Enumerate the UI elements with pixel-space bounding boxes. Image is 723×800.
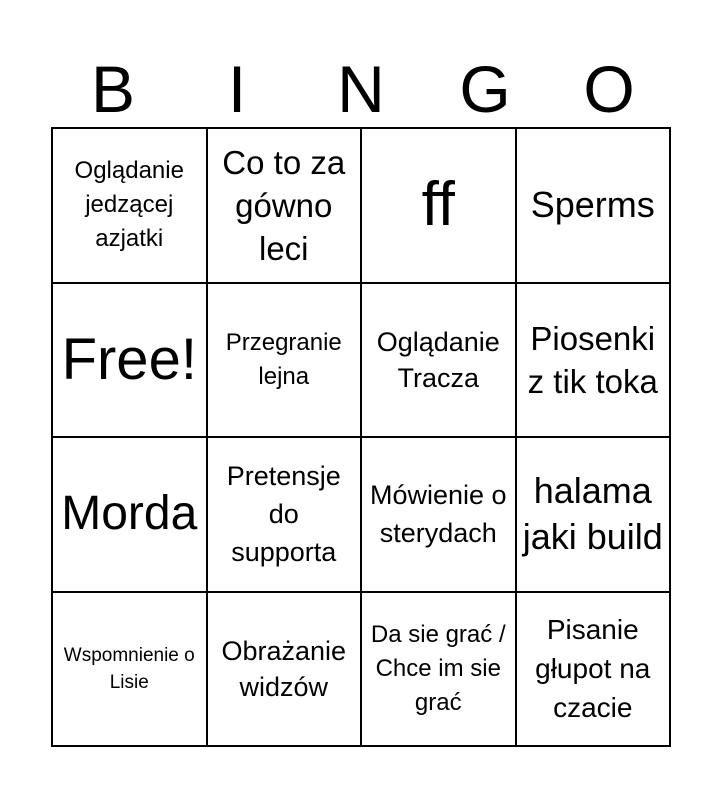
bingo-header	[51, 50, 671, 128]
cell-text: ff	[421, 170, 455, 240]
bingo-cell[interactable]	[53, 438, 208, 593]
cell-text: Sperms	[530, 184, 655, 226]
cell-text: Pretensje do supporta	[226, 461, 341, 568]
free-space-text: Free!	[61, 326, 197, 392]
header-letter-b: B	[90, 52, 136, 126]
cell-text: Wspomnienie o Lisie	[63, 644, 195, 693]
bingo-cell[interactable]	[53, 593, 208, 748]
header-letter-o: O	[583, 52, 635, 126]
cell-text: Mówienie o sterydach	[369, 480, 507, 549]
bingo-cell[interactable]	[517, 129, 672, 284]
cell-text: Co to za gówno leci	[222, 143, 346, 267]
bingo-cell[interactable]	[362, 284, 517, 439]
bingo-cell[interactable]	[53, 284, 208, 439]
header-letter-g: G	[459, 52, 511, 126]
bingo-cell[interactable]	[517, 284, 672, 439]
bingo-cell[interactable]	[208, 593, 363, 748]
bingo-cell[interactable]	[517, 593, 672, 748]
bingo-cell[interactable]	[208, 438, 363, 593]
cell-text: Pisanie głupot na czacie	[535, 614, 651, 724]
header-letter-n: N	[337, 52, 385, 126]
cell-text: Przegranie lejna	[225, 328, 342, 390]
cell-text: Obrażanie widzów	[221, 635, 347, 702]
bingo-cell[interactable]	[53, 129, 208, 284]
bingo-cell[interactable]	[208, 284, 363, 439]
cell-text: Oglądanie Tracza	[376, 326, 500, 393]
cell-text: Morda	[61, 487, 198, 541]
bingo-cell[interactable]	[362, 438, 517, 593]
bingo-cell[interactable]	[517, 438, 672, 593]
bingo-board	[51, 127, 671, 747]
bingo-cell[interactable]	[208, 129, 363, 284]
cell-text: Piosenki z tik toka	[527, 319, 658, 400]
bingo-cell[interactable]	[362, 593, 517, 748]
cell-text: halama jaki build	[522, 470, 663, 558]
cell-text: Da sie grać / Chce im sie grać	[370, 620, 506, 716]
bingo-cell[interactable]	[362, 129, 517, 284]
cell-text: Oglądanie jedzącej azjatki	[74, 157, 184, 253]
header-letter-i: I	[227, 52, 247, 126]
